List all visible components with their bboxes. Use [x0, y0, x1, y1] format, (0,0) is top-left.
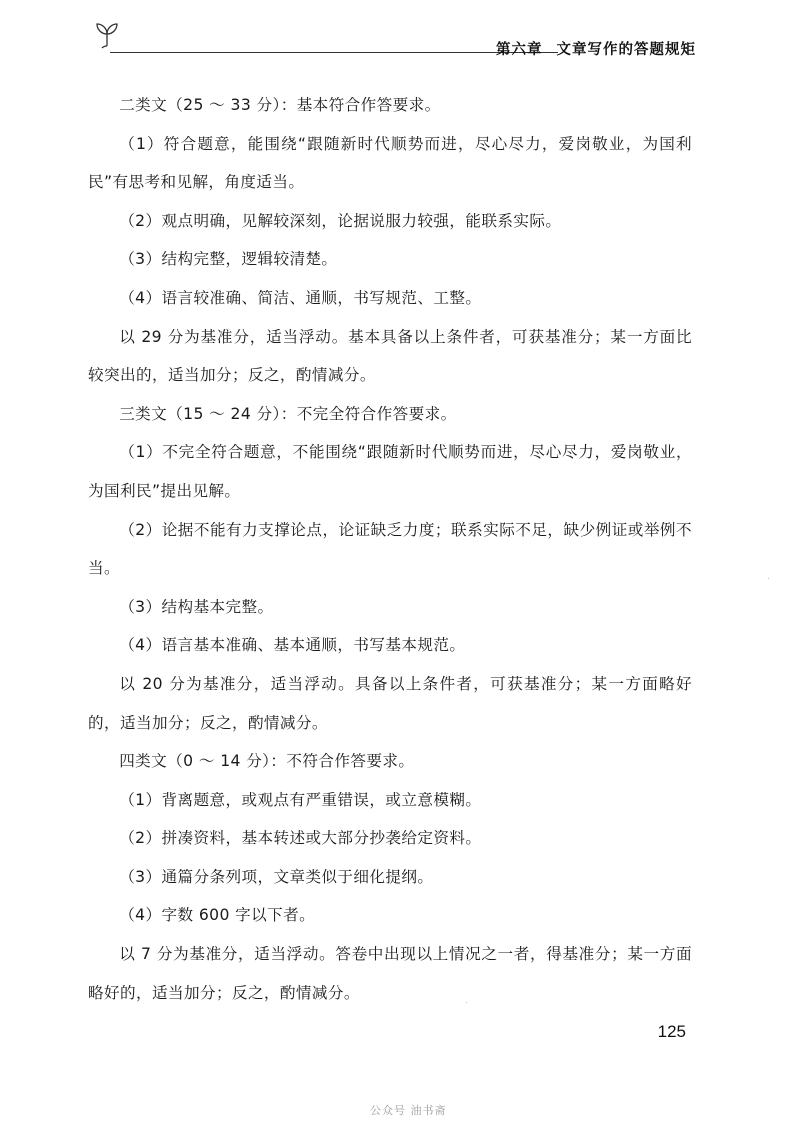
paragraph: （1）背离题意，或观点有严重错误，或立意模糊。 [119, 790, 482, 809]
chapter-title [496, 38, 696, 59]
paragraph: （3）结构完整，逻辑较清楚。 [119, 250, 338, 269]
chapter-name: 文章写作的答题规矩 [556, 42, 696, 58]
scan-speck [466, 1002, 467, 1003]
paragraph: （4）语言较准确、简洁、通顺，书写规范、工整。 [119, 288, 482, 307]
header-rule [110, 52, 558, 53]
paragraph: 四类文（0 ～ 14 分）：不符合作答要求。 [119, 752, 415, 771]
paragraph: 以 20 分为基准分，适当浮动。具备以上条件者，可获基准分；某一方面略好的，适当加分；反之，酌情减分。 [88, 674, 692, 732]
paragraph: 以 29 分为基准分，适当浮动。基本具备以上条件者，可获基准分；某一方面比较突出的，适当加分；反之，酌情减分。 [88, 327, 692, 385]
sprout-icon [92, 20, 122, 50]
body-text [88, 86, 692, 1012]
scan-speck [768, 578, 769, 579]
paragraph: （4）字数 600 字以下者。 [119, 906, 316, 925]
page-number: 125 [657, 1022, 686, 1041]
paragraph: 二类文（25 ～ 33 分）：基本符合作答要求。 [119, 96, 441, 114]
paragraph: 三类文（15 ～ 24 分）：不完全符合作答要求。 [119, 404, 457, 423]
running-header [92, 14, 696, 58]
chapter-number: 第六章 [496, 42, 543, 58]
paragraph: （3）通篇分条列项，文章类似于细化提纲。 [119, 867, 434, 886]
paragraph: （3）结构基本完整。 [119, 597, 274, 616]
paragraph: （1）符合题意，能围绕“跟随新时代顺势而进，尽心尽力，爱岗敬业，为国利民”有思考和见解，角度适当。 [88, 134, 692, 192]
watermark-stamp: 公众号 油书斋 [370, 1104, 447, 1117]
paragraph: 以 7 分为基准分，适当浮动。答卷中出现以上情况之一者，得基准分；某一方面略好的，适当加分；反之，酌情减分。 [88, 945, 692, 1002]
paragraph: （2）论据不能有力支撑论点，论证缺乏力度；联系实际不足，缺少例证或举例不当。 [88, 520, 692, 578]
paragraph: （2）拼凑资料，基本转述或大部分抄袭给定资料。 [119, 829, 482, 848]
paragraph: （2）观点明确，见解较深刻，论据说服力较强，能联系实际。 [119, 211, 562, 230]
paragraph: （4）语言基本准确、基本通顺，书写基本规范。 [119, 636, 466, 655]
paragraph: （1）不完全符合题意，不能围绕“跟随新时代顺势而进，尽心尽力，爱岗敬业，为国利民”提出见解。 [88, 443, 692, 500]
